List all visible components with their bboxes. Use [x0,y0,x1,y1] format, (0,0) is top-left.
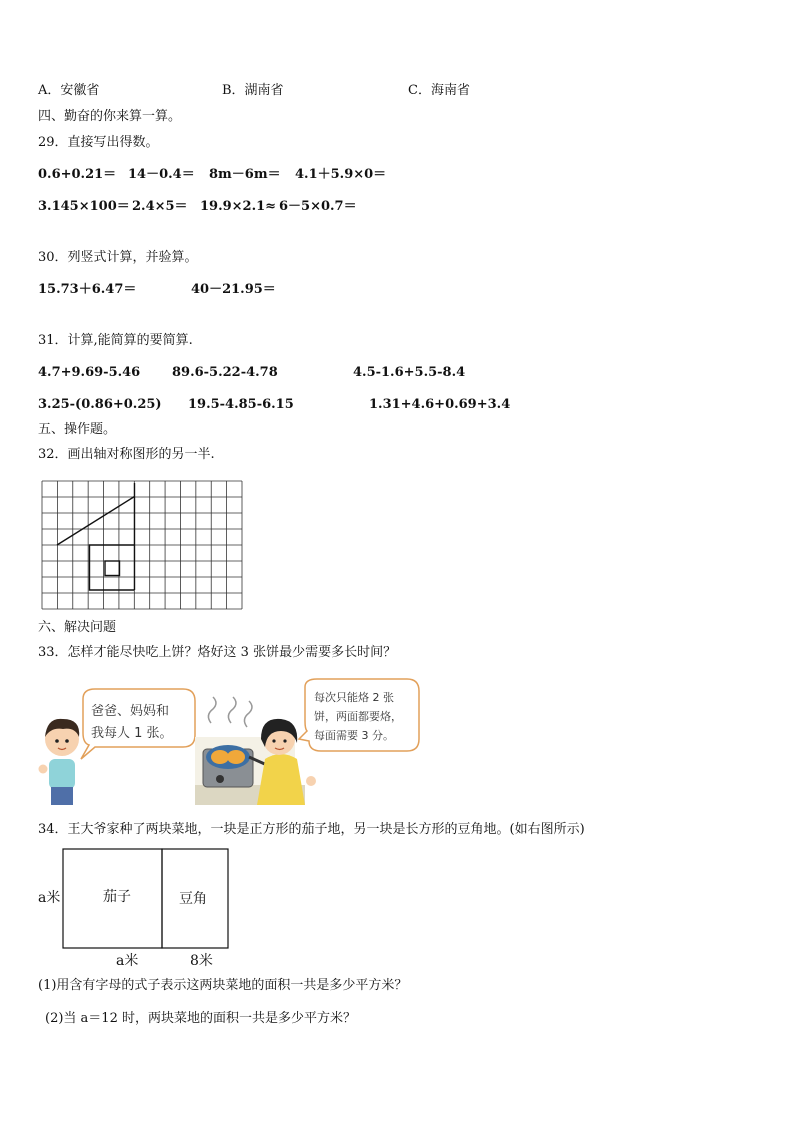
q31-r2-c2: 19.5-4.85-6.15 [188,397,294,412]
label-bottom-8: 8米 [190,953,213,969]
choice-a: A．安徽省 [38,83,100,98]
boy-figure [39,719,80,805]
mom-bubble-line-3: 每面需要 3 分。 [314,729,394,742]
q33-title: 33．怎样才能尽快吃上饼？烙好这 3 张饼最少需要多长时间？ [38,645,397,660]
section-4-title: 四、勤奋的你来算一算。 [38,109,182,124]
mom-bubble-line-2: 饼，两面都要烙， [314,710,402,723]
q31-r1-c2: 89.6-5.22-4.78 [172,365,278,380]
q29-title: 29．直接写出得数。 [38,135,159,150]
pancake-illustration [35,677,435,807]
q31-r2-c3: 1.31+4.6+0.69+3.4 [369,397,511,412]
label-eggplant: 茄子 [103,889,131,905]
mom-bubble-line-1: 每次只能烙 2 张 [314,691,394,704]
q31-title: 31．计算,能简算的要简算. [38,333,193,348]
q29-r1-c3: 8m－6m＝ [209,167,281,182]
q30-item-1: 15.73＋6.47＝ [38,282,137,297]
q29-r2-c3: 19.9×2.1≈ [200,199,277,214]
boy-bubble-line-2: 我每人 1 张。 [91,726,173,741]
q34-sub-2: (2)当 a＝12 时，两块菜地的面积一共是多少平方米？ [45,1011,356,1026]
section-6-title: 六、解决问题 [38,620,117,635]
label-bottom-a: a米 [116,953,139,969]
q29-r1-c1: 0.6+0.21＝ [38,167,117,182]
symmetry-grid [41,480,243,610]
half-figure [57,483,135,590]
q29-r2-c1: 3.145×100＝ [38,199,130,214]
q29-r1-c4: 4.1＋5.9×0＝ [295,167,387,182]
q29-r1-c2: 14－0.4＝ [128,167,195,182]
label-side-a: a米 [38,890,61,906]
q32-title: 32．画出轴对称图形的另一半. [38,447,215,462]
q34-sub-1: (1)用含有字母的式子表示这两块菜地的面积一共是多少平方米？ [38,978,408,993]
q30-title: 30．列竖式计算，并验算。 [38,250,198,265]
q34-title: 34．王大爷家种了两块菜地，一块是正方形的茄子地，另一块是长方形的豆角地。(如右图所示) [38,822,585,837]
q29-r2-c2: 2.4×5＝ [132,199,188,214]
q29-r2-c4: 6－5×0.7＝ [279,199,357,214]
choice-b: B．湖南省 [222,83,284,98]
boy-speech-bubble [81,689,195,759]
q30-item-2: 40－21.95＝ [191,282,276,297]
section-5-title: 五、操作题。 [38,422,117,437]
label-beans: 豆角 [179,891,207,907]
q31-r1-c3: 4.5-1.6+5.5-8.4 [353,365,466,380]
q31-r1-c1: 4.7+9.69-5.46 [38,365,141,380]
q31-r2-c1: 3.25-(0.86+0.25) [38,397,162,412]
mom-speech-bubble [299,679,419,751]
boy-bubble-line-1: 爸爸、妈妈和 [91,704,170,719]
choice-c: C．海南省 [408,83,470,98]
